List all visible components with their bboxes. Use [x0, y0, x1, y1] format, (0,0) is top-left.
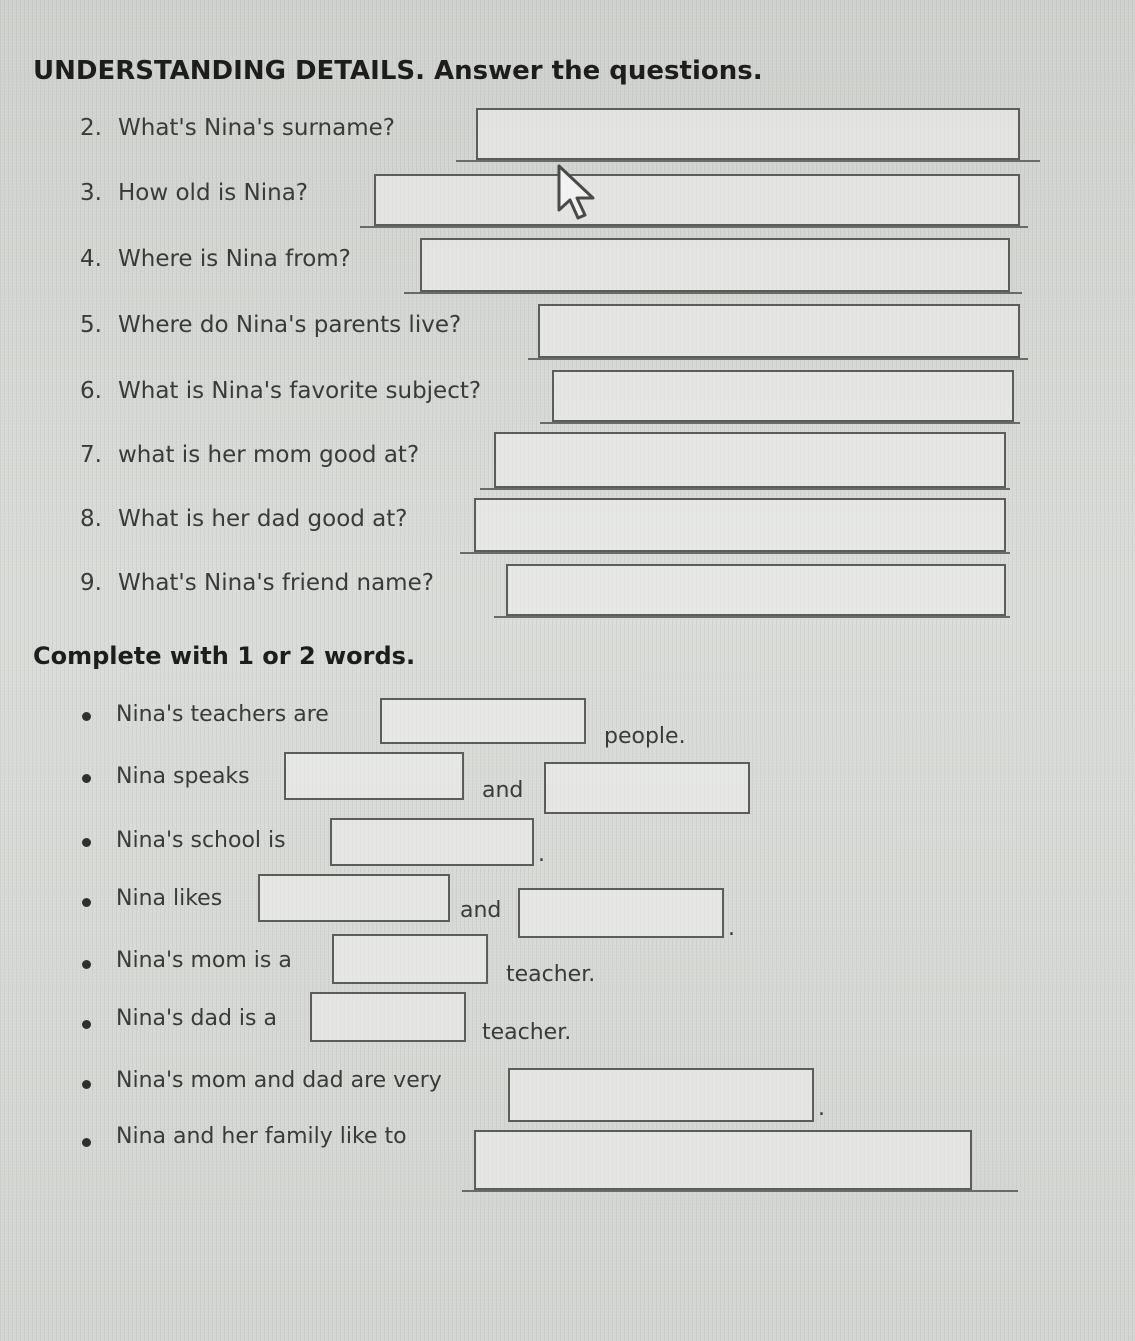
section1-heading: UNDERSTANDING DETAILS. Answer the questions.: [33, 56, 763, 86]
answer-input-mom-good-at[interactable]: [494, 432, 1006, 488]
bullet: [82, 838, 91, 847]
bullet: [82, 960, 91, 969]
answer-input-surname[interactable]: [476, 108, 1020, 160]
question-text: What is her dad good at?: [118, 506, 408, 532]
answer-underline: [456, 160, 1040, 162]
answer-underline: [528, 358, 1028, 360]
bullet: [82, 898, 91, 907]
blank-mom-dad-very[interactable]: [508, 1068, 814, 1122]
item-1-after: people.: [604, 724, 686, 749]
item-2-before: Nina speaks: [116, 764, 250, 789]
blank-speaks-1[interactable]: [284, 752, 464, 800]
section2-heading: Complete with 1 or 2 words.: [33, 642, 416, 670]
answer-underline: [360, 226, 1028, 228]
bullet: [82, 774, 91, 783]
question-text: How old is Nina?: [118, 180, 309, 206]
question-number: 7.: [80, 442, 102, 468]
question-text: What's Nina's surname?: [118, 115, 395, 141]
item-8-before: Nina and her family like to: [116, 1124, 407, 1149]
answer-underline: [404, 292, 1022, 294]
question-9: [80, 570, 434, 596]
answer-input-age[interactable]: [374, 174, 1020, 226]
blank-school-is[interactable]: [330, 818, 534, 866]
question-text: What is Nina's favorite subject?: [118, 378, 482, 404]
answer-input-favorite-subject[interactable]: [552, 370, 1014, 422]
item-5-after: teacher.: [506, 962, 596, 987]
question-number: 2.: [80, 115, 102, 141]
item-2-middle: and: [482, 778, 524, 803]
question-2: [80, 115, 395, 141]
answer-underline: [540, 422, 1020, 424]
answer-input-dad-good-at[interactable]: [474, 498, 1006, 552]
item-1-before: Nina's teachers are: [116, 702, 329, 727]
item-6-before: Nina's dad is a: [116, 1006, 277, 1031]
blank-teachers-are[interactable]: [380, 698, 586, 744]
question-number: 3.: [80, 180, 102, 206]
question-number: 9.: [80, 570, 102, 596]
question-4: [80, 246, 351, 272]
blank-speaks-2[interactable]: [544, 762, 750, 814]
question-3: [80, 180, 308, 206]
item-5-before: Nina's mom is a: [116, 948, 292, 973]
bullet: [82, 1080, 91, 1089]
item-3-after: .: [538, 842, 545, 867]
item-3-before: Nina's school is: [116, 828, 286, 853]
question-number: 6.: [80, 378, 102, 404]
question-8: [80, 506, 408, 532]
bullet: [82, 1020, 91, 1029]
blank-family-like-to[interactable]: [474, 1130, 972, 1190]
answer-underline: [460, 552, 1010, 554]
answer-input-from[interactable]: [420, 238, 1010, 292]
question-5: [80, 312, 461, 338]
question-number: 5.: [80, 312, 102, 338]
question-text: Where do Nina's parents live?: [118, 312, 462, 338]
item-7-before: Nina's mom and dad are very: [116, 1068, 442, 1093]
question-6: [80, 378, 481, 404]
item-4-before: Nina likes: [116, 886, 223, 911]
item-4-after: .: [728, 916, 735, 941]
item-7-after: .: [818, 1096, 825, 1121]
blank-dad-is-a[interactable]: [310, 992, 466, 1042]
question-text: Where is Nina from?: [118, 246, 351, 272]
answer-input-friend-name[interactable]: [506, 564, 1006, 616]
question-text: What's Nina's friend name?: [118, 570, 434, 596]
question-text: what is her mom good at?: [118, 442, 420, 468]
answer-underline: [480, 488, 1010, 490]
item-6-after: teacher.: [482, 1020, 572, 1045]
answer-input-parents-live[interactable]: [538, 304, 1020, 358]
blank-likes-1[interactable]: [258, 874, 450, 922]
question-7: [80, 442, 419, 468]
question-number: 4.: [80, 246, 102, 272]
blank-likes-2[interactable]: [518, 888, 724, 938]
bullet: [82, 1138, 91, 1147]
answer-underline: [462, 1190, 1018, 1192]
bullet: [82, 712, 91, 721]
blank-mom-is-a[interactable]: [332, 934, 488, 984]
question-number: 8.: [80, 506, 102, 532]
mouse-pointer-icon: [556, 164, 600, 220]
item-4-middle: and: [460, 898, 502, 923]
answer-underline: [494, 616, 1010, 618]
